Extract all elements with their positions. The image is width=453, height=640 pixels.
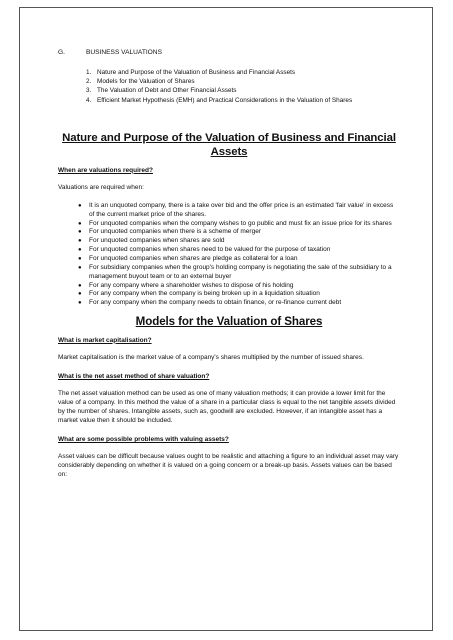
toc-number: 3.	[86, 87, 92, 95]
paragraph-market-cap: Market capitalisation is the market value of a company's shares multiplied by the number of issued shares.	[58, 353, 364, 361]
toc-number: 2.	[86, 78, 92, 86]
list-item-text: For any company where a shareholder wishes to dispose of his holding	[89, 281, 294, 289]
list-item-text: For any company when the company needs to obtain finance, or re-finance current debt	[89, 299, 342, 307]
bullet-icon: ●	[78, 300, 82, 307]
list-item	[58, 264, 400, 282]
section-header	[58, 48, 400, 57]
toc-item	[86, 77, 400, 86]
bullet-icon: ●	[78, 238, 82, 245]
paragraph-net-asset: The net asset valuation method can be used as one of many valuation methods; it can provide a lower limit for the value of a company. In this method the value of a share in a particular class is equal to the net tangible assets divided by the number of shares. Intangible assets, such as, goodwill are excluded. However, if an intangible asset has a market value then it should be included.	[58, 389, 396, 424]
list-item	[58, 290, 400, 299]
table-of-contents	[86, 68, 400, 105]
section-letter: G.	[58, 49, 65, 56]
list-item-text: For any company when the company is being broken up in a liquidation situation	[89, 290, 320, 298]
list-item-text: For subsidiary companies when the group's holding company is negotiating the sale of the subsidiary to a management buyout team or to an external buyer	[89, 263, 392, 280]
list-item	[58, 228, 400, 237]
list-item	[58, 220, 400, 229]
bullet-icon: ●	[78, 264, 82, 271]
paragraph-valuations-required: Valuations are required when:	[58, 183, 144, 191]
toc-number: 1.	[86, 69, 92, 76]
bullet-icon: ●	[78, 282, 82, 289]
heading-models-text: Models for the Valuation of Shares	[135, 315, 323, 329]
question-when-valuations: When are valuations required?	[58, 166, 153, 174]
question-market-cap: What is market capitalisation?	[58, 336, 152, 344]
question-valuing-assets: What are some possible problems with valuing assets?	[58, 436, 229, 443]
list-item-text: For unquoted companies when shares are pledge as collateral for a loan	[89, 254, 298, 262]
section-title: BUSINESS VALUATIONS	[86, 49, 162, 56]
question-net-asset: What is the net asset method of share valuation?	[58, 372, 210, 380]
toc-item	[86, 96, 400, 105]
heading-models-valuation	[58, 315, 400, 330]
list-item	[58, 255, 400, 264]
list-item-text: For unquoted companies when the company wishes to go public and must fix an issue price for its shares	[89, 219, 392, 227]
bullet-icon: ●	[78, 220, 82, 227]
toc-text: Nature and Purpose of the Valuation of Business and Financial Assets	[97, 69, 296, 76]
list-item	[58, 237, 400, 246]
bullet-list-valuations	[58, 202, 400, 308]
heading-nature-purpose: Nature and Purpose of the Valuation of Business and Financial Assets	[62, 131, 396, 159]
list-item-text: It is an unquoted company, there is a take over bid and the offer price is an estimated 'fair value' in excess of the current market price of the shares.	[89, 201, 394, 218]
list-item	[58, 299, 400, 308]
bullet-icon: ●	[78, 291, 82, 298]
toc-text: Efficient Market Hypothesis (EMH) and Practical Considerations in the Valuation of Shares	[97, 96, 353, 104]
bullet-icon: ●	[78, 202, 82, 209]
bullet-icon: ●	[78, 229, 82, 236]
paragraph-valuing-assets: Asset values can be difficult because values ought to be realistic and attaching a figure to an individual asset may vary considerably depending on whether it is valued on a going concern or a break-up basis. Assets values can be based on:	[58, 453, 399, 479]
list-item-text: For unquoted companies when there is a scheme of merger	[89, 228, 261, 236]
list-item	[58, 282, 400, 291]
toc-text: Models for the Valuation of Shares	[97, 78, 195, 86]
page-content	[58, 48, 400, 489]
list-item	[58, 246, 400, 255]
toc-item	[86, 68, 400, 77]
list-item	[58, 202, 400, 220]
list-item-text: For unquoted companies when shares need to be valued for the purpose of taxation	[89, 246, 331, 254]
toc-item	[86, 86, 400, 95]
toc-text: The Valuation of Debt and Other Financial Assets	[97, 87, 237, 95]
toc-number: 4.	[86, 96, 92, 104]
list-item-text: For unquoted companies when shares are sold	[89, 237, 225, 245]
bullet-icon: ●	[78, 247, 82, 254]
bullet-icon: ●	[78, 255, 82, 262]
